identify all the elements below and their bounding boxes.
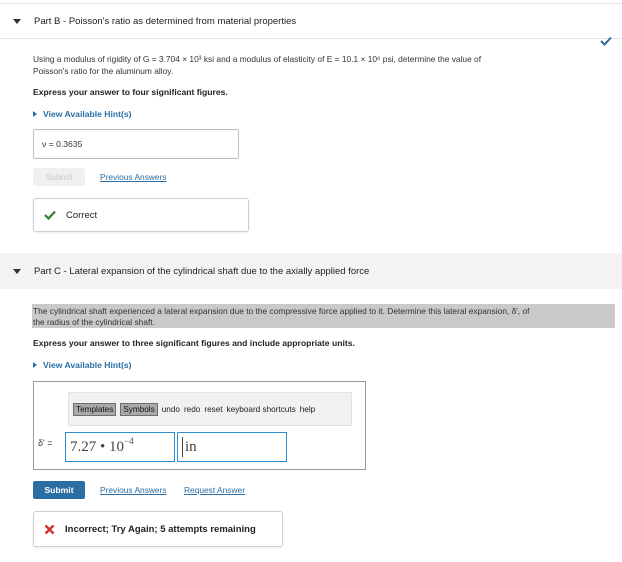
part-b-hint-link[interactable]	[33, 109, 132, 119]
incorrect-x-icon	[44, 524, 55, 535]
collapse-caret-icon[interactable]	[13, 19, 21, 24]
symbols-button[interactable]: Symbols	[120, 403, 157, 416]
hint-label: View Available Hint(s)	[43, 109, 132, 119]
request-answer-link[interactable]: Request Answer	[184, 485, 245, 495]
value-exponent: −4	[124, 436, 134, 446]
help-button[interactable]: help	[299, 404, 316, 414]
part-b-problem-line1: Using a modulus of rigidity of G = 3.704 × 10³ ksi and a modulus of elasticity of E = 10.1 × 10⁶ psi, determine the value of	[33, 54, 482, 64]
unit-value: in	[185, 438, 197, 455]
keyboard-shortcuts-button[interactable]: keyboard shortcuts	[226, 404, 296, 414]
input-label: δ′ =	[38, 438, 53, 448]
part-c-feedback-incorrect	[33, 511, 283, 547]
part-c-instruction: Express your answer to three significant figures and include appropriate units.	[33, 338, 355, 348]
part-c-submit-button[interactable]: Submit	[33, 481, 85, 499]
completed-check-icon	[600, 36, 612, 46]
reset-button[interactable]: reset	[204, 404, 223, 414]
part-c-title: Part C - Lateral expansion of the cylindrical shaft due to the axially applied force	[34, 265, 370, 277]
unit-input[interactable]	[177, 432, 287, 462]
feedback-text: Correct	[66, 209, 98, 221]
value-input[interactable]	[65, 432, 175, 462]
part-b-previous-answers-link[interactable]: Previous Answers	[100, 172, 167, 182]
feedback-text: Incorrect; Try Again; 5 attempts remaining	[65, 523, 256, 535]
part-b-instruction: Express your answer to four significant figures.	[33, 87, 228, 97]
correct-check-icon	[44, 210, 56, 220]
part-c-hint-link[interactable]	[33, 360, 132, 370]
expand-triangle-icon	[33, 111, 37, 117]
collapse-caret-icon[interactable]	[13, 269, 21, 274]
part-c-problem-line2: the radius of the cylindrical shaft.	[33, 317, 155, 327]
redo-button[interactable]: redo	[183, 404, 201, 414]
answer-editor	[33, 381, 366, 470]
part-c-header[interactable]	[0, 253, 622, 289]
part-b-problem-line2: Poisson's ratio for the aluminum alloy.	[33, 66, 174, 76]
part-b-answer-field[interactable]: ν = 0.3635	[33, 129, 239, 159]
part-b-submit-button[interactable]: Submit	[33, 168, 85, 186]
value-mantissa: 7.27 • 10	[70, 438, 125, 455]
part-b-feedback-correct	[33, 198, 249, 232]
expand-triangle-icon	[33, 362, 37, 368]
templates-button[interactable]: Templates	[73, 403, 116, 416]
text-cursor	[182, 437, 183, 457]
part-c-problem-line1: The cylindrical shaft experienced a lateral expansion due to the compressive force applied to it. Determine this lateral expansion, δ′, of	[33, 306, 530, 316]
undo-button[interactable]: undo	[161, 404, 180, 414]
part-b-header[interactable]	[0, 3, 622, 39]
hint-label: View Available Hint(s)	[43, 360, 132, 370]
part-b-title: Part B - Poisson's ratio as determined from material properties	[34, 15, 297, 27]
math-toolbar	[68, 392, 352, 426]
part-c-previous-answers-link[interactable]: Previous Answers	[100, 485, 167, 495]
